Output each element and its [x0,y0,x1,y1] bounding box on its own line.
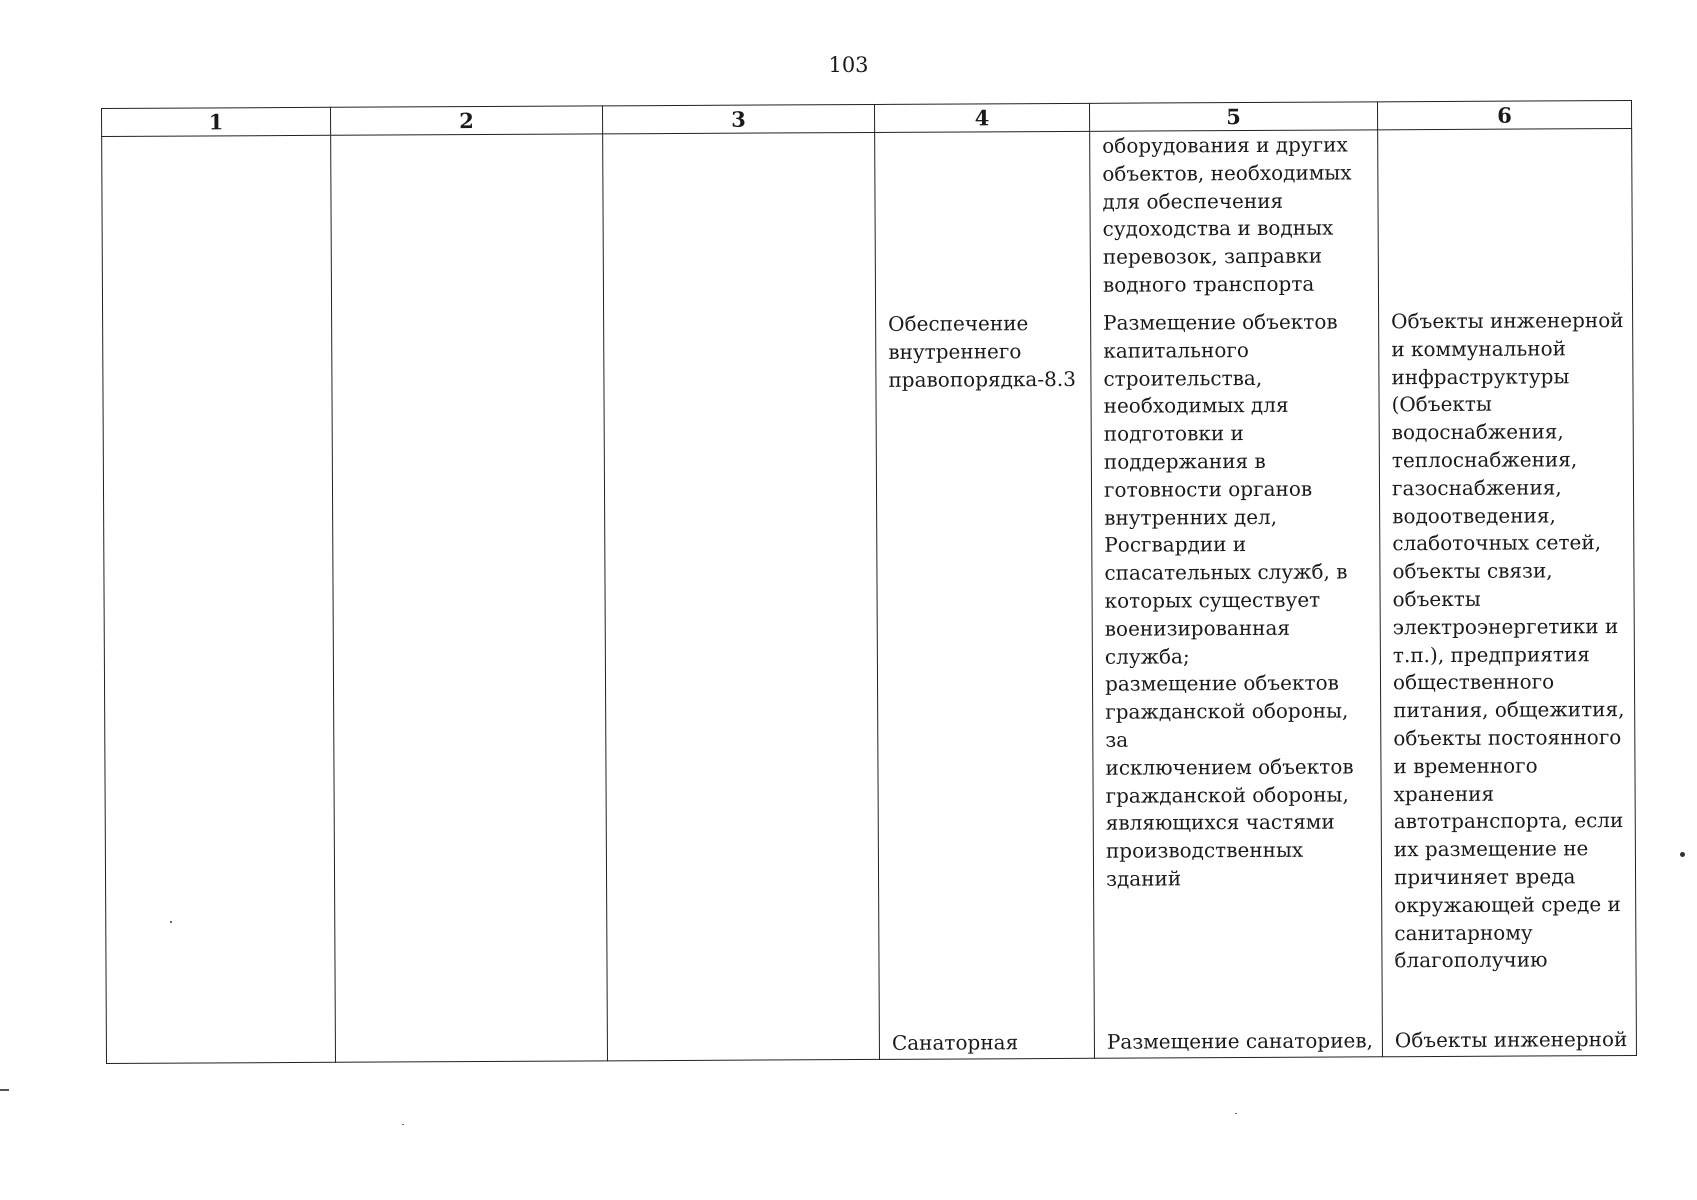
auxiliary-uses-internal-order: Объекты инженерной и коммунальной инфраструктуры (Объекты водоснабжения, теплоснабжения, газоснабжения, водоотведения, слаботочных сетей, объекты связи, объекты электроэнергетики и т.п.), предприятия общественного питания, общежития, объекты постоянного и временного хранения автотранспорта, если их размещение не причиняет вреда окружающей среде и санитарному благополучию [1391,308,1625,973]
zoning-table-wrapper [101,100,1636,1062]
table-row [102,128,1637,1063]
scan-speck [402,1124,404,1125]
zoning-table [101,100,1637,1064]
use-type-internal-order: Обеспечение внутреннего правопорядка-8.3 [888,311,1076,392]
column-header-5: 5 [1089,102,1377,132]
column-header-6: 6 [1377,100,1631,129]
page-number: 103 [828,53,869,77]
cell-col-2 [331,134,608,1062]
scan-edge-mark [0,1089,9,1091]
use-type-sanatorium: Санаторная [891,1030,1019,1055]
column-header-3: 3 [602,104,874,133]
column-header-4: 4 [874,103,1089,132]
scan-speck [1680,852,1685,857]
description-internal-order: Размещение объектов капитального строительства, необходимых для подготовки и поддержания в готовности органов внутренних дел, Росгвардии и спасательных служб, в которых существует военизированная служба; размещение объектов гражданской обороны, за исключением объектов гражданской обороны, являющихся частями производственных зданий [1103,309,1354,891]
scan-speck [170,921,172,923]
cell-col-4 [875,131,1095,1059]
cell-col-3 [603,132,880,1060]
column-header-1: 1 [102,107,331,136]
auxiliary-uses-sanatorium: Объекты инженерной [1394,1027,1628,1053]
continued-description: оборудования и других объектов, необходимых для обеспечения судоходства и водных перевозок, заправки водного транспорта [1102,132,1352,297]
cell-col-6 [1378,128,1637,1056]
description-sanatorium: Размещение санаториев, [1106,1028,1374,1054]
scan-speck [1235,1113,1237,1114]
cell-col-5 [1090,130,1383,1058]
column-header-2: 2 [330,106,602,135]
cell-col-1 [102,135,336,1063]
